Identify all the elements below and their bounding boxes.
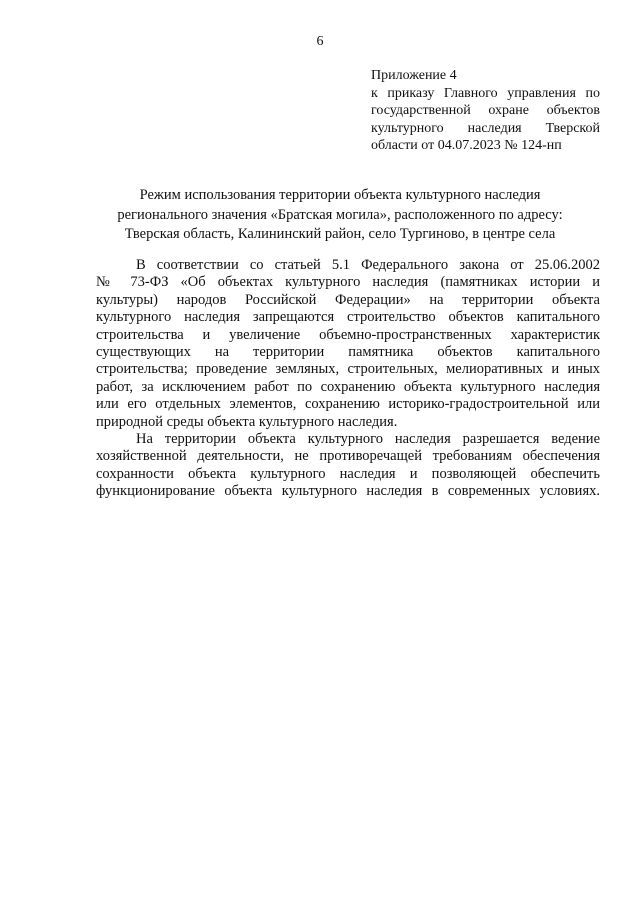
appendix-line: государственной охране объектов — [371, 103, 600, 118]
body-line: строительства и увеличение объемно-пространственных характеристик — [96, 326, 600, 343]
body-line: № 73-ФЗ «Об объектах культурного наследия (памятниках истории и — [96, 274, 600, 291]
body-line: культуры) народов Российской Федерации» на территории объекта — [96, 291, 600, 308]
body-line: существующих на территории памятника объектов капитального — [96, 344, 600, 361]
document-title — [80, 186, 600, 245]
appendix-reference — [371, 67, 600, 155]
body-line: На территории объекта культурного наследия разрешается ведение — [136, 431, 600, 448]
page-number: 6 — [316, 34, 324, 49]
body-line: культурного наследия запрещаются строительство объектов капитального — [96, 309, 600, 326]
title-line: Режим использования территории объекта культурного наследия — [139, 187, 541, 203]
appendix-line: к приказу Главного управления по — [371, 85, 600, 101]
appendix-line: Приложение 4 — [371, 68, 457, 83]
body-line: В соответствии со статьей 5.1 Федерального закона от 25.06.2002 — [136, 257, 600, 273]
document-body — [96, 257, 600, 501]
body-line: функционирование объекта культурного наследия в современных условиях. — [96, 483, 600, 500]
title-line: регионального значения «Братская могила», расположенного по адресу: — [117, 206, 563, 223]
body-line: или его отдельных элементов, сохранению историко-градостроительной или — [96, 396, 600, 413]
body-line: хозяйственной деятельности, не противоречащей требованиям обеспечения — [96, 448, 600, 465]
body-line: работ, за исключением работ по сохранению объекта культурного наследия — [96, 378, 600, 395]
title-line: Тверская область, Калининский район, село Тургиново, в центре села — [124, 226, 556, 242]
paragraph-2 — [96, 431, 600, 501]
body-line: строительства; проведение земляных, строительных, мелиоративных и иных — [96, 361, 600, 378]
appendix-line: культурного наследия Тверской — [371, 120, 600, 136]
appendix-line: области от 04.07.2023 № 124-нп — [371, 138, 562, 153]
body-line: природной среды объекта культурного наследия. — [96, 413, 398, 430]
body-line: сохранности объекта культурного наследия и позволяющей обеспечить — [96, 465, 600, 482]
paragraph-1 — [96, 257, 600, 431]
